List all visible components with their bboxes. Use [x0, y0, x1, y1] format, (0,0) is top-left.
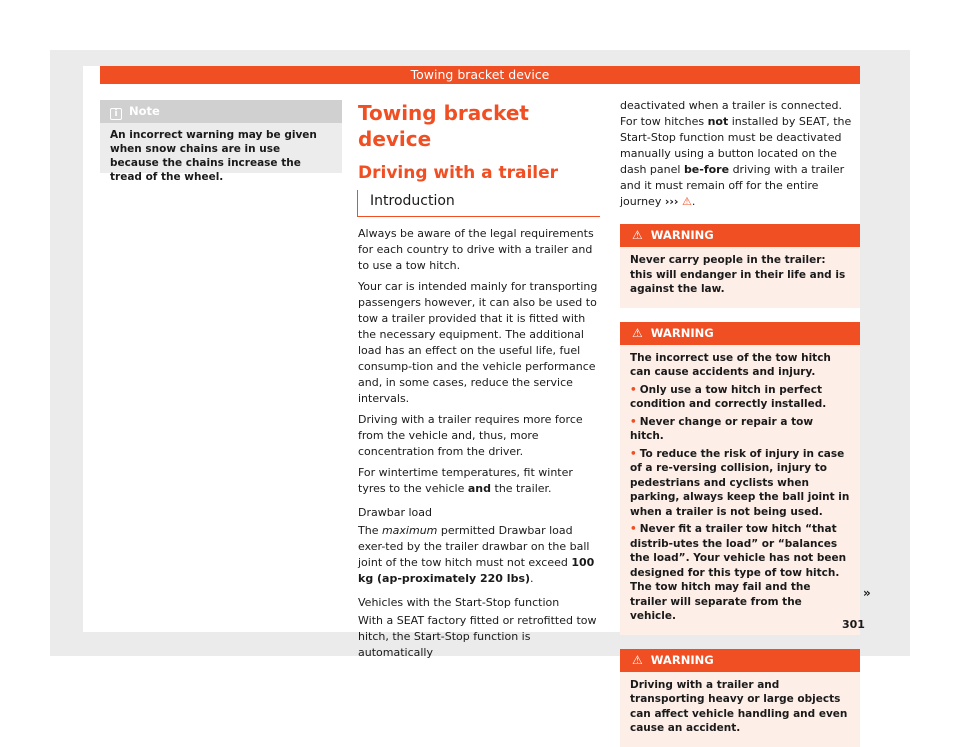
bullet-text: Never fit a trailer tow hitch “that distrib-utes the load” or “balances the load”. Your vehicle has not been designed for this type of tow hitch. The tow hitch may fail and the trailer will separate from the vehicle. — [630, 523, 847, 622]
warning-heading — [620, 322, 860, 345]
warning-intro: The incorrect use of the tow hitch can cause accidents and injury. — [630, 351, 831, 378]
warning-text — [620, 345, 860, 635]
cross-reference-link[interactable]: ››› — [664, 195, 679, 208]
drawbar-text-bold: 100 kg (ap-proximately 220 lbs) — [358, 556, 595, 585]
warning-triangle-icon: ⚠ — [681, 195, 692, 208]
cont-text-bold-1: not — [707, 115, 729, 128]
bullet-text: Only use a tow hitch in perfect condition and correctly installed. — [630, 383, 827, 410]
warning-icon: ⚠ — [632, 652, 643, 667]
warning-box — [620, 224, 860, 308]
cont-text-4: . — [691, 195, 696, 208]
bullet-icon: • — [630, 447, 637, 460]
bullet-text: To reduce the risk of injury in case of a re-versing collision, injury to pedestrians and cyclists when parking, always keep the ball joint in when a trailer is not being used. — [630, 447, 850, 518]
start-stop-heading: Vehicles with the Start-Stop function — [358, 596, 560, 609]
cont-text-bold-2: be-fore — [683, 163, 730, 176]
introduction-heading-box — [357, 190, 600, 217]
warning-text — [620, 672, 860, 747]
warning-label: WARNING — [650, 325, 714, 340]
note-text: An incorrect warning may be given when snow chains are in use because the chains increase the tread of the wheel. — [110, 129, 317, 183]
note-heading-label: Note — [129, 104, 160, 118]
drawbar-text-1: The — [358, 524, 382, 537]
introduction-heading: Introduction — [370, 193, 455, 209]
page-header: Towing bracket device — [100, 66, 860, 84]
body-text — [358, 226, 600, 661]
winter-text-1: For wintertime temperatures, fit winter tyres to the vehicle — [358, 466, 573, 495]
warning-bullet — [630, 383, 850, 412]
bullet-icon: • — [630, 383, 637, 396]
warning-label: WARNING — [650, 228, 714, 242]
right-column — [620, 98, 860, 747]
warning-bullet — [630, 522, 850, 624]
cont-text-3: driving with a trailer and it must remain off for the entire journey — [620, 163, 845, 208]
bullet-icon: • — [630, 523, 637, 535]
note-heading — [100, 100, 342, 123]
bullet-icon: • — [630, 415, 637, 428]
continue-arrow-icon: » — [863, 586, 871, 600]
paragraph-purpose: Your car is intended mainly for transporting passengers however, it can also be used to tow a trailer provided that it is fitted with the necessary equipment. The additional load has an effect on the useful life, fuel consump-tion and the vehicle performance and, in some cases, reduce the service intervals. — [358, 280, 598, 405]
drawbar-text-3: . — [530, 572, 534, 585]
warning-text — [620, 247, 860, 308]
winter-text-bold: and — [467, 482, 492, 495]
warning-heading — [620, 224, 860, 247]
cont-text-2: installed by SEAT, the Start-Stop function must be deactivated manually using a button located on the dash panel — [620, 115, 852, 176]
drawbar-text-2: permitted Drawbar load exer-ted by the trailer drawbar on the ball joint of the tow hitch must not exceed — [358, 524, 590, 569]
page-title: Towing bracket device — [358, 101, 529, 151]
drawbar-text-italic: maximum — [381, 524, 438, 537]
paragraph-start-stop: With a SEAT factory fitted or retrofitted tow hitch, the Start-Stop function is automatically — [358, 614, 597, 659]
warning-box — [620, 649, 860, 747]
warning-text-line: Driving with a trailer and transporting heavy or large objects can affect vehicle handling and even cause an accident. — [630, 678, 848, 734]
warning-icon: ⚠ — [632, 325, 643, 340]
drawbar-heading: Drawbar load — [358, 506, 432, 519]
main-column — [358, 100, 600, 666]
page-number: 301 — [842, 618, 865, 631]
bullet-text: Never change or repair a tow hitch. — [630, 415, 814, 442]
warning-bullet — [630, 415, 850, 444]
paragraph-continued — [620, 98, 860, 210]
info-icon: i — [110, 108, 122, 120]
paragraph-drawbar — [358, 523, 600, 587]
warning-bullet — [630, 447, 850, 520]
section-subtitle: Driving with a trailer — [358, 163, 559, 183]
paragraph-force: Driving with a trailer requires more force from the vehicle and, thus, more concentration from the driver. — [358, 413, 583, 458]
cont-text-1: deactivated when a trailer is connected. For tow hitches — [620, 99, 843, 128]
paragraph-winter — [358, 465, 600, 497]
warning-icon: ⚠ — [632, 228, 643, 242]
warning-label: WARNING — [650, 652, 714, 667]
warning-text-line: Never carry people in the trailer: this will endanger in their life and is against the law. — [630, 254, 846, 295]
warning-box — [620, 322, 860, 635]
note-box — [100, 100, 342, 183]
paragraph-legal: Always be aware of the legal requirements for each country to drive with a trailer and to use a tow hitch. — [358, 227, 594, 272]
warning-heading — [620, 649, 860, 672]
winter-text-2: the trailer. — [491, 482, 552, 495]
